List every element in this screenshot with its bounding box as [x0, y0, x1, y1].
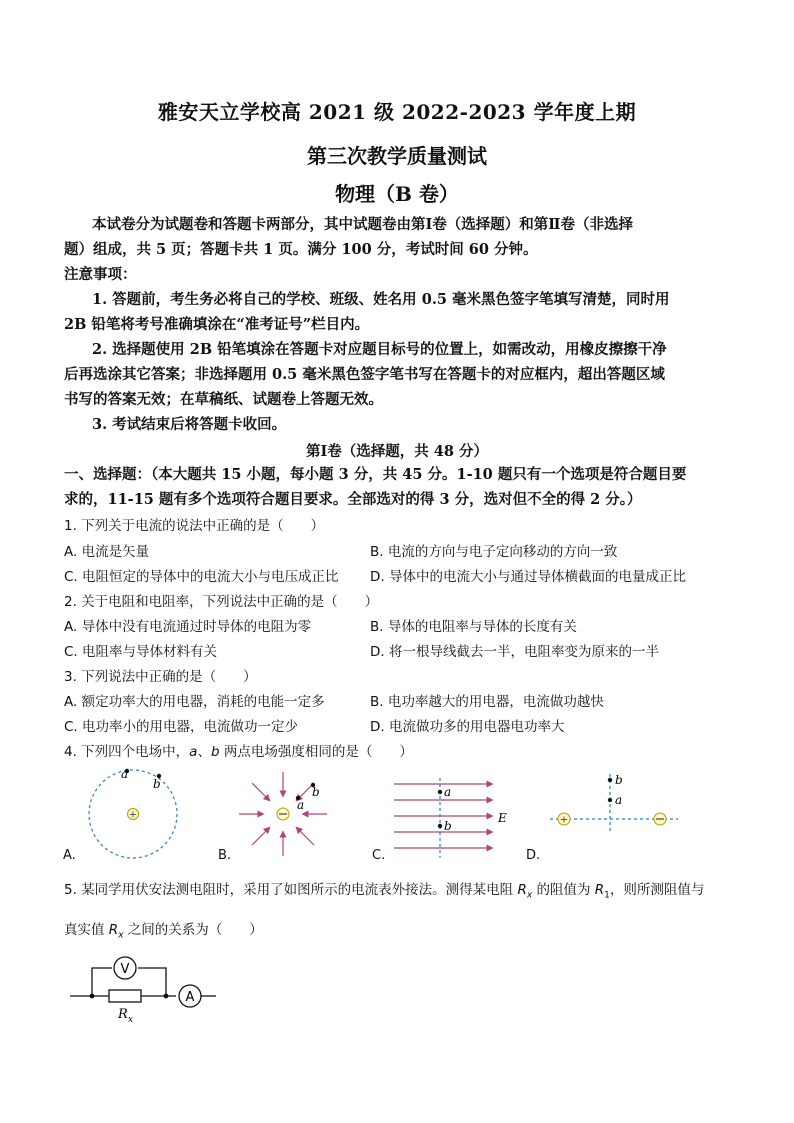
- q4-stem: [64, 740, 413, 760]
- q1-option-c: C. 电阻恒定的导体中的电流大小与电压成正比: [64, 569, 339, 585]
- label-a: a: [297, 798, 305, 812]
- q4-label-c: C.: [372, 848, 386, 863]
- resistor-rx: [109, 990, 141, 1002]
- point-a: [608, 798, 612, 802]
- q2-option-b: B. 导体的电阻率与导体的长度有关: [370, 619, 577, 635]
- q5-line2-pre: 真实值: [64, 922, 109, 938]
- note-2-line-1: 2. 选择题使用 2B 铅笔填涂在答题卡对应题目标号的位置上，如需改动，用橡皮擦擦干净: [92, 341, 667, 358]
- q5-line-1: [64, 878, 704, 901]
- section-instr-line-2: 求的，11-15 题有多个选项符合题目要求。全部选对的得 3 分，选对但不全的得 2 分。）: [64, 491, 642, 508]
- intro-paragraph: [64, 212, 732, 437]
- q5-rx-sub: x: [526, 890, 533, 901]
- section-instr-line-1: 一、选择题：（本大题共 15 小题，每小题 3 分，共 45 分。1-10 题只有一个选项是符合题目要: [64, 466, 687, 483]
- q3-stem: 3. 下列说法中正确的是（ ）: [64, 669, 257, 685]
- q4-figure-b: [236, 768, 336, 864]
- exam-subject-title: 物理（B 卷）: [335, 182, 459, 206]
- exam-test-title: 第三次教学质量测试: [307, 144, 487, 168]
- q5-text-mid: 的阻值为: [532, 882, 595, 898]
- q2-option-d: D. 将一根导线截去一半，电阻率变为原来的一半: [370, 644, 659, 660]
- q5-rx: R: [517, 882, 527, 898]
- svg-text:+: +: [559, 814, 569, 826]
- q4-stem-pre: 4. 下列四个电场中，: [64, 744, 190, 760]
- q5-line2-post: 之间的关系为（ ）: [123, 922, 263, 938]
- note-1-line-2: 2B 铅笔将考号准确填涂在“准考证号”栏目内。: [64, 316, 370, 333]
- intro-line-1: 本试卷分为试题卷和答题卡两部分，其中试题卷由第Ⅰ卷（选择题）和第Ⅱ卷（非选择: [92, 216, 633, 233]
- voltmeter-label: V: [120, 962, 130, 977]
- q5-circuit-diagram: [68, 950, 218, 1025]
- q1-option-a: A. 电流是矢量: [64, 544, 150, 560]
- q1-stem: 1. 下列关于电流的说法中正确的是（ ）: [64, 518, 325, 534]
- q1-option-b: B. 电流的方向与电子定向移动的方向一致: [370, 544, 618, 560]
- ammeter-label: A: [185, 990, 195, 1005]
- resistor-label: R: [118, 1007, 128, 1022]
- q4-figure-a: [85, 768, 185, 860]
- exam-school-title: 雅安天立学校高 2021 级 2022-2023 学年度上期: [157, 100, 637, 124]
- q5-text-pre: 5. 某同学用伏安法测电阻时，采用了如图所示的电流表外接法。测得某电阻: [64, 882, 518, 898]
- q4-stem-post: 两点电场强度相同的是（ ）: [219, 744, 413, 760]
- label-b: b: [444, 819, 452, 833]
- q3-option-b: B. 电功率越大的用电器，电流做功越快: [370, 694, 604, 710]
- label-a: a: [121, 768, 129, 781]
- note-2-line-2: 后再选涂其它答案；非选择题用 0.5 毫米黑色签字笔书写在答题卡的对应框内，超出答题区域: [64, 366, 665, 383]
- q4-figure-c: [392, 778, 518, 860]
- note-2-line-3: 书写的答案无效；在草稿纸、试题卷上答题无效。: [64, 391, 383, 408]
- voltmeter-right-wire: [138, 968, 166, 996]
- q5-line-2: [64, 918, 263, 941]
- note-3: 3. 考试结束后将答题卡收回。: [92, 416, 287, 433]
- q3-option-c: C. 电功率小的用电器，电流做功一定少: [64, 719, 299, 735]
- junction-left: [90, 994, 95, 999]
- q4-label-a: A.: [63, 848, 76, 863]
- q3-option-d: D. 电流做功多的用电器电功率大: [370, 719, 565, 735]
- notes-title: 注意事项：: [64, 266, 137, 283]
- q5-rx-sub-2: x: [118, 930, 124, 941]
- plus-sign: +: [128, 809, 138, 821]
- q4-sep: 、: [197, 744, 211, 760]
- q2-option-c: C. 电阻率与导体材料有关: [64, 644, 218, 660]
- q2-stem: 2. 关于电阻和电阻率，下列说法中正确的是（ ）: [64, 594, 379, 610]
- q5-r1: R: [594, 882, 605, 898]
- uniform-field-lines: [394, 784, 490, 848]
- junction-right: [164, 994, 169, 999]
- intro-line-2: 题）组成，共 5 页；答题卡共 1 页。满分 100 分，考试时间 60 分钟。: [64, 241, 538, 258]
- point-b: [438, 824, 442, 828]
- resistor-label-sub: x: [128, 1015, 134, 1025]
- q4-label-d: D.: [526, 848, 541, 863]
- q2-option-a: A. 导体中没有电流通过时导体的电阻为零: [64, 619, 312, 635]
- label-b: b: [153, 777, 161, 791]
- section-1-instructions: [64, 462, 732, 512]
- label-e: E: [498, 811, 507, 825]
- label-a: a: [444, 785, 452, 799]
- q5-text-post: ，则所测阻值与: [609, 882, 705, 898]
- q4-figure-d: [548, 772, 680, 836]
- label-b: b: [615, 773, 623, 787]
- label-b: b: [312, 785, 320, 799]
- point-b: [608, 778, 612, 782]
- q4-var-b: b: [210, 744, 220, 760]
- q3-option-a: A. 额定功率大的用电器，消耗的电能一定多: [64, 694, 325, 710]
- note-1-line-1: 1. 答题前，考生务必将自己的学校、班级、姓名用 0.5 毫米黑色签字笔填写清楚，同时用: [92, 291, 670, 308]
- q5-rx-2: R: [108, 922, 119, 938]
- point-a: [438, 790, 442, 794]
- q4-var-a: a: [189, 744, 198, 760]
- label-a: a: [615, 793, 623, 807]
- q1-option-d: D. 导体中的电流大小与通过导体横截面的电量成正比: [370, 569, 686, 585]
- q5-r1-sub: 1: [604, 890, 610, 901]
- section-1-title: 第Ⅰ卷（选择题，共 48 分）: [305, 443, 489, 460]
- q4-label-b: B.: [218, 848, 232, 863]
